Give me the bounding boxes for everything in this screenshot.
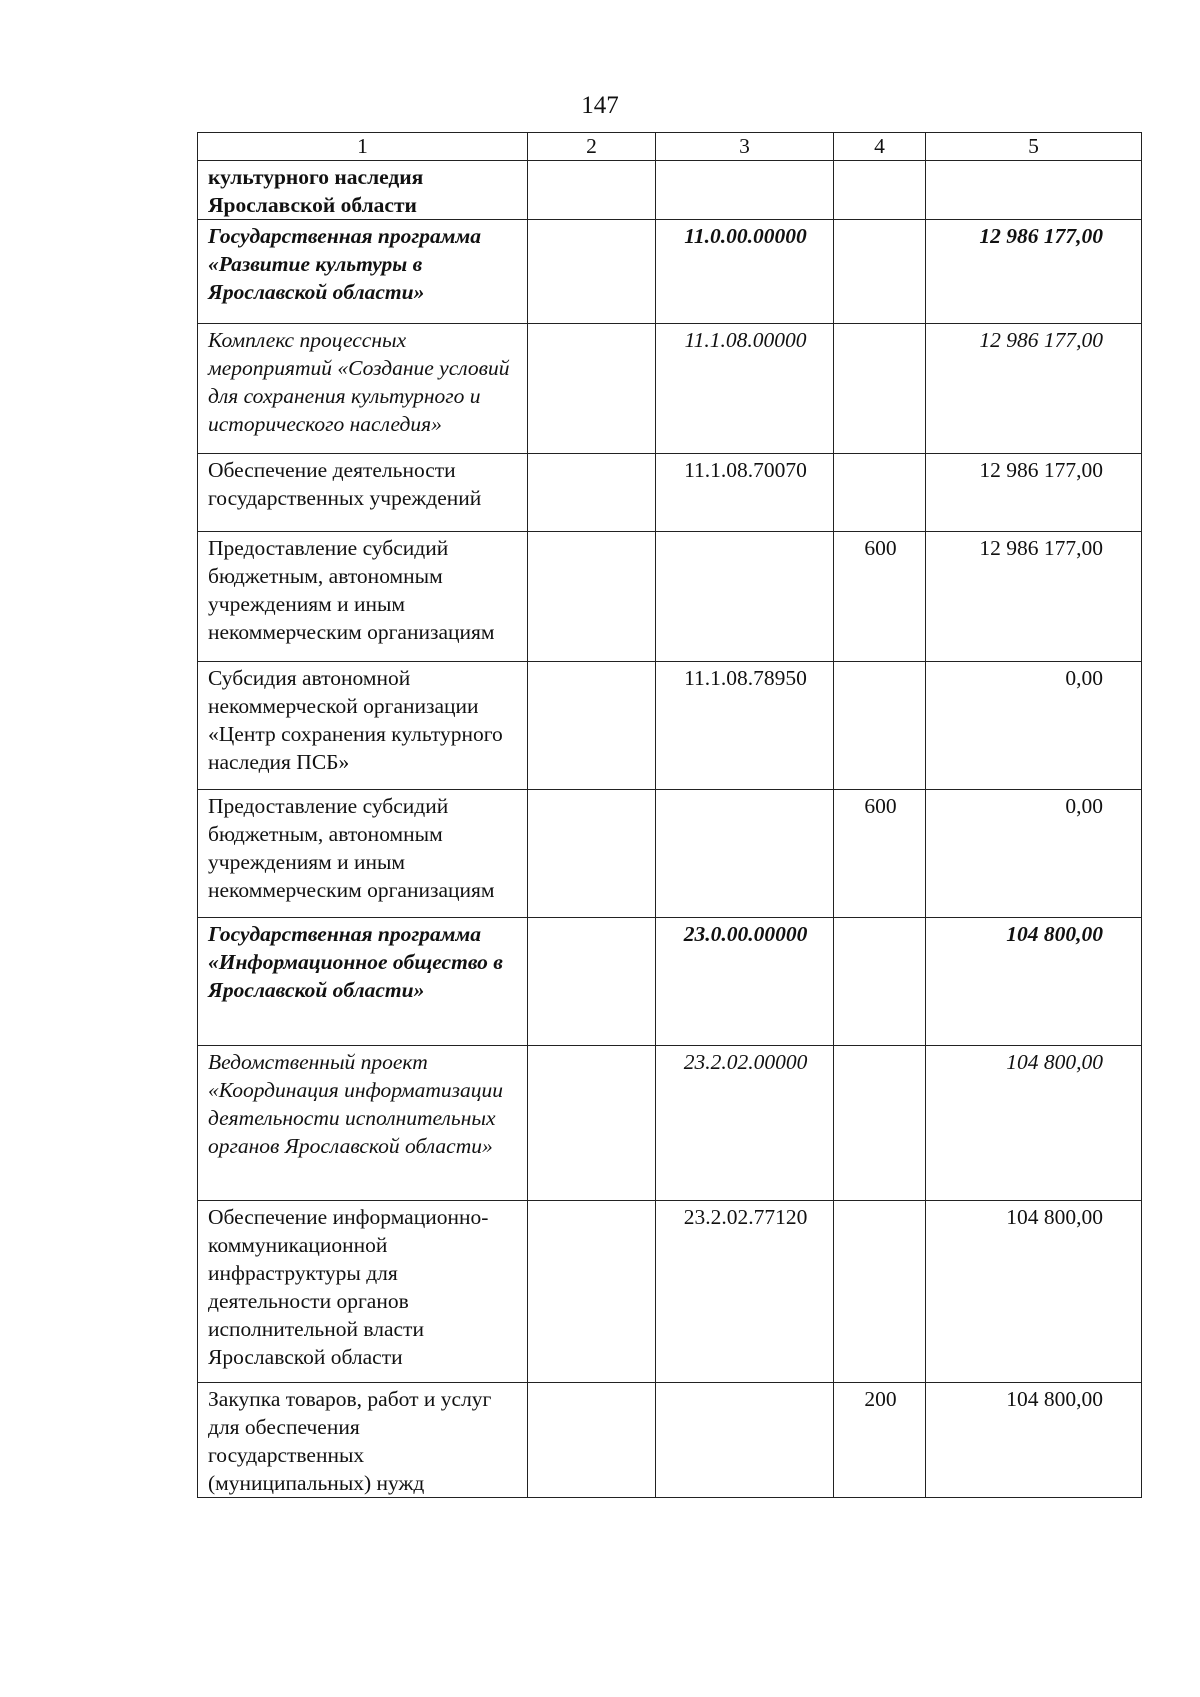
row-target-code: 23.0.00.00000: [656, 918, 834, 1046]
row-column-2: [528, 918, 656, 1046]
row-description: Обеспечение информационно-коммуникационной инфраструктуры для деятельности органов исполнительной власти Ярославской области: [198, 1201, 528, 1383]
column-header: 2: [528, 133, 656, 161]
table-row: [198, 1201, 1142, 1383]
row-expense-type: 600: [834, 790, 926, 918]
row-amount: 12 986 177,00: [926, 532, 1142, 662]
column-header: 3: [656, 133, 834, 161]
row-description: Государственная программа «Информационное общество в Ярославской области»: [198, 918, 528, 1046]
row-column-2: [528, 1046, 656, 1201]
table-row: [198, 324, 1142, 454]
row-target-code: [656, 1383, 834, 1498]
row-description: Ведомственный проект «Координация информатизации деятельности исполнительных органов Ярославской области»: [198, 1046, 528, 1201]
row-column-2: [528, 662, 656, 790]
row-column-2: [528, 532, 656, 662]
row-target-code: [656, 532, 834, 662]
table-row: [198, 161, 1142, 220]
row-column-2: [528, 161, 656, 220]
row-amount: 0,00: [926, 662, 1142, 790]
row-expense-type: [834, 918, 926, 1046]
row-target-code: 11.1.08.00000: [656, 324, 834, 454]
column-header: 1: [198, 133, 528, 161]
row-amount: [926, 161, 1142, 220]
row-column-2: [528, 1383, 656, 1498]
row-amount: 104 800,00: [926, 918, 1142, 1046]
table-row: [198, 532, 1142, 662]
table-row: [198, 454, 1142, 532]
row-description: культурного наследия Ярославской области: [198, 161, 528, 220]
page-number: 147: [581, 92, 619, 119]
row-expense-type: [834, 220, 926, 324]
table-row: [198, 1383, 1142, 1498]
row-expense-type: [834, 324, 926, 454]
row-target-code: [656, 161, 834, 220]
row-target-code: 23.2.02.77120: [656, 1201, 834, 1383]
row-expense-type: [834, 662, 926, 790]
row-target-code: 11.1.08.70070: [656, 454, 834, 532]
table-header-row: [198, 133, 1142, 161]
row-description: Комплекс процессных мероприятий «Создание условий для сохранения культурного и исторического наследия»: [198, 324, 528, 454]
row-expense-type: [834, 1046, 926, 1201]
row-description: Предоставление субсидий бюджетным, автономным учреждениям и иным некоммерческим организациям: [198, 532, 528, 662]
row-amount: 104 800,00: [926, 1201, 1142, 1383]
budget-table: [197, 132, 1142, 1498]
column-header: 5: [926, 133, 1142, 161]
row-description: Предоставление субсидий бюджетным, автономным учреждениям и иным некоммерческим организациям: [198, 790, 528, 918]
row-expense-type: [834, 161, 926, 220]
row-amount: 104 800,00: [926, 1046, 1142, 1201]
table-row: [198, 662, 1142, 790]
row-amount: 0,00: [926, 790, 1142, 918]
row-description: Обеспечение деятельности государственных учреждений: [198, 454, 528, 532]
row-column-2: [528, 454, 656, 532]
row-target-code: [656, 790, 834, 918]
table-row: [198, 918, 1142, 1046]
table-row: [198, 790, 1142, 918]
row-column-2: [528, 220, 656, 324]
row-description: Субсидия автономной некоммерческой организации «Центр сохранения культурного наследия ПСБ»: [198, 662, 528, 790]
column-header: 4: [834, 133, 926, 161]
row-expense-type: 600: [834, 532, 926, 662]
row-description: Государственная программа «Развитие культуры в Ярославской области»: [198, 220, 528, 324]
row-description: Закупка товаров, работ и услуг для обеспечения государственных (муниципальных) нужд: [198, 1383, 528, 1498]
row-column-2: [528, 324, 656, 454]
row-column-2: [528, 790, 656, 918]
row-expense-type: 200: [834, 1383, 926, 1498]
row-expense-type: [834, 454, 926, 532]
table-row: [198, 1046, 1142, 1201]
row-target-code: 11.0.00.00000: [656, 220, 834, 324]
row-amount: 12 986 177,00: [926, 220, 1142, 324]
row-target-code: 11.1.08.78950: [656, 662, 834, 790]
row-amount: 12 986 177,00: [926, 324, 1142, 454]
row-amount: 12 986 177,00: [926, 454, 1142, 532]
row-expense-type: [834, 1201, 926, 1383]
row-target-code: 23.2.02.00000: [656, 1046, 834, 1201]
row-amount: 104 800,00: [926, 1383, 1142, 1498]
table-row: [198, 220, 1142, 324]
row-column-2: [528, 1201, 656, 1383]
